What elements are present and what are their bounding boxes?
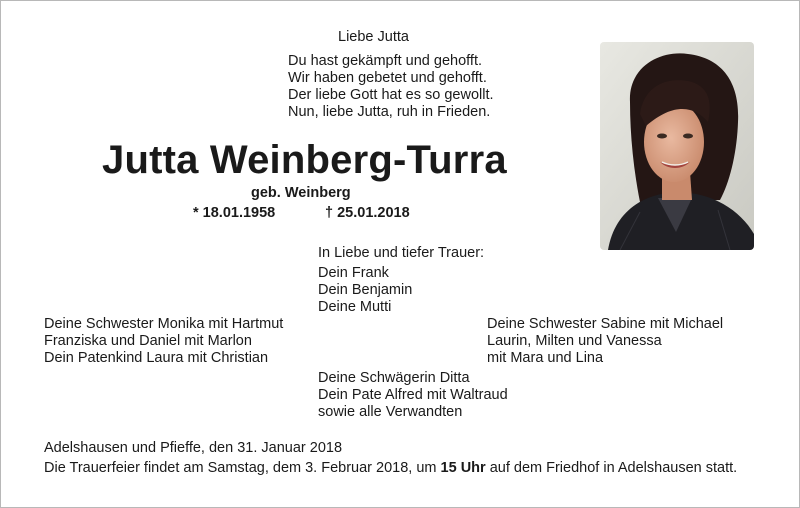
mourner-entry: Deine Mutti — [318, 299, 392, 315]
family-left-list — [44, 316, 283, 367]
mourner-entry: Dein Patenkind Laura mit Christian — [44, 350, 269, 366]
mourner-entry: Deine Schwägerin Ditta — [318, 370, 470, 386]
mourner-entry: Franziska und Daniel mit Marlon — [44, 333, 252, 349]
death-date: † 25.01.2018 — [325, 205, 410, 221]
poem-line: Du hast gekämpft und gehofft. — [288, 53, 483, 69]
mourners-intro: In Liebe und tiefer Trauer: — [318, 245, 485, 261]
mourner-entry: Laurin, Milten und Vanessa — [487, 333, 662, 349]
deceased-name: Jutta Weinberg-Turra — [102, 138, 507, 182]
family-right-list — [487, 316, 723, 367]
funeral-text: Die Trauerfeier findet am Samstag, dem 3. Februar 2018, um — [44, 460, 441, 476]
place-date: Adelshausen und Pfieffe, den 31. Januar 2018 — [44, 440, 343, 456]
funeral-time: 15 Uhr — [440, 460, 486, 476]
funeral-notice — [44, 460, 737, 477]
mourner-entry: Dein Frank — [318, 265, 389, 281]
born-name: geb. Weinberg — [251, 185, 351, 201]
mourner-entry: Deine Schwester Sabine mit Michael — [487, 316, 724, 332]
mourner-entry: Deine Schwester Monika mit Hartmut — [44, 316, 284, 332]
mourner-entry: Dein Benjamin — [318, 282, 413, 298]
poem-line: Wir haben gebetet und gehofft. — [288, 70, 487, 86]
greeting: Liebe Jutta — [338, 29, 409, 45]
family-close-list — [318, 265, 412, 316]
mourner-entry: sowie alle Verwandten — [318, 404, 463, 420]
poem — [288, 53, 494, 121]
birth-date: * 18.01.1958 — [193, 205, 276, 221]
family-center-list — [318, 370, 508, 421]
mourner-entry: mit Mara und Lina — [487, 350, 604, 366]
portrait-photo — [600, 42, 754, 250]
poem-line: Nun, liebe Jutta, ruh in Frieden. — [288, 104, 491, 120]
funeral-text: auf dem Friedhof in Adelshausen statt. — [485, 460, 738, 476]
poem-line: Der liebe Gott hat es so gewollt. — [288, 87, 494, 103]
mourner-entry: Dein Pate Alfred mit Waltraud — [318, 387, 508, 403]
